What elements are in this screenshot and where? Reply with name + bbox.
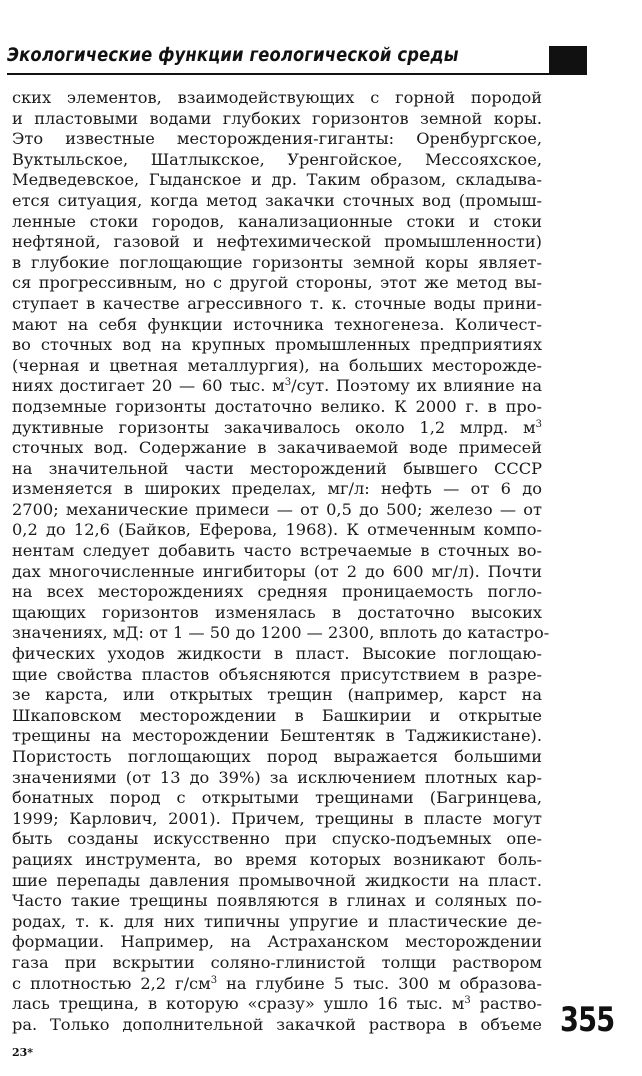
text-line: бонатных пород с открытыми трещинами (Багринцева, [12, 788, 542, 808]
text-line: щие свойства пластов объясняются присутствием в разре- [12, 664, 542, 684]
text-line: дах многочисленные ингибиторы (от 2 до 600 мг/л). Почти [12, 561, 542, 581]
text-line: 1999; Карлович, 2001). Причем, трещины в пласте могут [12, 808, 542, 828]
text-line: (черная и цветная металлургия), на больших месторожде- [12, 355, 542, 375]
text-line: трещины на месторождении Бештентяк в Таджикистане). [12, 726, 542, 746]
text-line: изменяется в широких пределах, мг/л: нефть — от 6 до [12, 479, 542, 499]
text-line: и пластовыми водами глубоких горизонтов земной коры. [12, 108, 542, 128]
text-line: Часто такие трещины появляются в глинах и соляных по- [12, 891, 542, 911]
text-line: Вуктыльское, Шатлыкское, Уренгойское, Мессояхское, [12, 149, 542, 169]
text-line: ся прогрессивным, но с другой стороны, этот же метод вы- [12, 273, 542, 293]
text-line: в глубокие поглощающие горизонты земной коры являет- [12, 252, 542, 272]
text-line: ступает в качестве агрессивного т. к. сточные воды прини- [12, 293, 542, 313]
superscript-3: 3 [535, 418, 542, 430]
text-line: нентам следует добавить часто встречаемые в сточных во- [12, 541, 542, 561]
text-line: 2700; механические примеси — от 0,5 до 500; железо — от [12, 499, 542, 519]
text-line: ра. Только дополнительной закачкой раствора в объеме [12, 1014, 542, 1034]
text-line: Пористость поглощающих пород выражается большими [12, 747, 542, 766]
text-line: на значительной части месторождений бывшего СССР [12, 458, 542, 478]
body-text [12, 88, 550, 1035]
text-line: шие перепады давления промывочной жидкости на пласт. [12, 870, 542, 890]
text-line: с плотностью 2,2 $г/см^3$ на глубине 5 тыс. 300 м образова- [12, 973, 542, 993]
text-line: ниях достигает 20 — 60 тыс. $м^3$/сут. Поэтому их влияние на [12, 376, 542, 396]
text-line: сточных вод. Содержание в закачиваемой воде примесей [12, 438, 542, 458]
text-line: ется ситуация, когда метод закачки сточных вод (промыш- [12, 190, 542, 210]
text-line: фических уходов жидкости в пласт. Высокие поглощаю- [12, 644, 542, 664]
text-line: 0,2 до 12,6 (Байков, Еферова, 1968). К отмеченным компо- [12, 520, 542, 540]
text-line: ленные стоки городов, канализационные стоки и стоки [12, 211, 542, 231]
text-line: быть созданы искусственно при спуско-подъемных опе- [12, 829, 542, 849]
text-line: во сточных вод на крупных промышленных предприятиях [12, 335, 542, 355]
text-line: рациях инструмента, во время которых возникают боль- [12, 849, 542, 869]
text-line: значениями (от 13 до 39%) за исключением плотных кар- [12, 767, 542, 787]
text-line: формации. Например, на Астраханском месторождении [12, 932, 542, 952]
text-line: Шкаповском месторождении в Башкирии и открытые [12, 705, 542, 725]
text-line: подземные горизонты достаточно велико. К 2000 г. в про- [12, 396, 542, 416]
running-header [7, 44, 587, 74]
running-header-title: Экологические функции геологической среды [7, 44, 459, 66]
text-line: родах, т. к. для них типичны упругие и пластические де- [12, 911, 542, 931]
superscript-3: 3 [464, 995, 471, 1007]
superscript-3: 3 [284, 377, 292, 389]
text-line: дуктивные горизонты закачивалось около 1,2 млрд. $м^3$ [12, 417, 542, 437]
header-rule [7, 73, 587, 75]
text-line: щающих горизонтов изменялась в достаточно высоких [12, 602, 542, 622]
page-number: 355 [560, 1000, 615, 1040]
header-black-block [549, 46, 587, 74]
text-line: нефтяной, газовой и нефтехимической промышленности) [12, 232, 542, 252]
text-line: на всех месторождениях средняя проницаемость погло- [12, 582, 542, 602]
text-line: Это известные месторождения-гиганты: Оренбургское, [12, 129, 542, 149]
text-line: Медведевское, Гыданское и др. Таким образом, складыва- [12, 170, 542, 190]
text-line: ских элементов, взаимодействующих с горной породой [12, 88, 542, 107]
text-line: зе карста, или открытых трещин (например, карст на [12, 685, 542, 705]
signature-mark: 23* [12, 1046, 34, 1059]
text-line: лась трещина, в которую «сразу» ушло 16 тыс. $м^3$ раство- [12, 994, 542, 1014]
superscript-3: 3 [210, 974, 218, 986]
text-line: газа при вскрытии соляно-глинистой толщи раствором [12, 952, 542, 972]
text-line: значениях, мД: от 1 — 50 до 1200 — 2300, вплоть до катастро- [12, 623, 550, 643]
text-line: мают на себя функции источника техногенеза. Количест- [12, 314, 542, 334]
